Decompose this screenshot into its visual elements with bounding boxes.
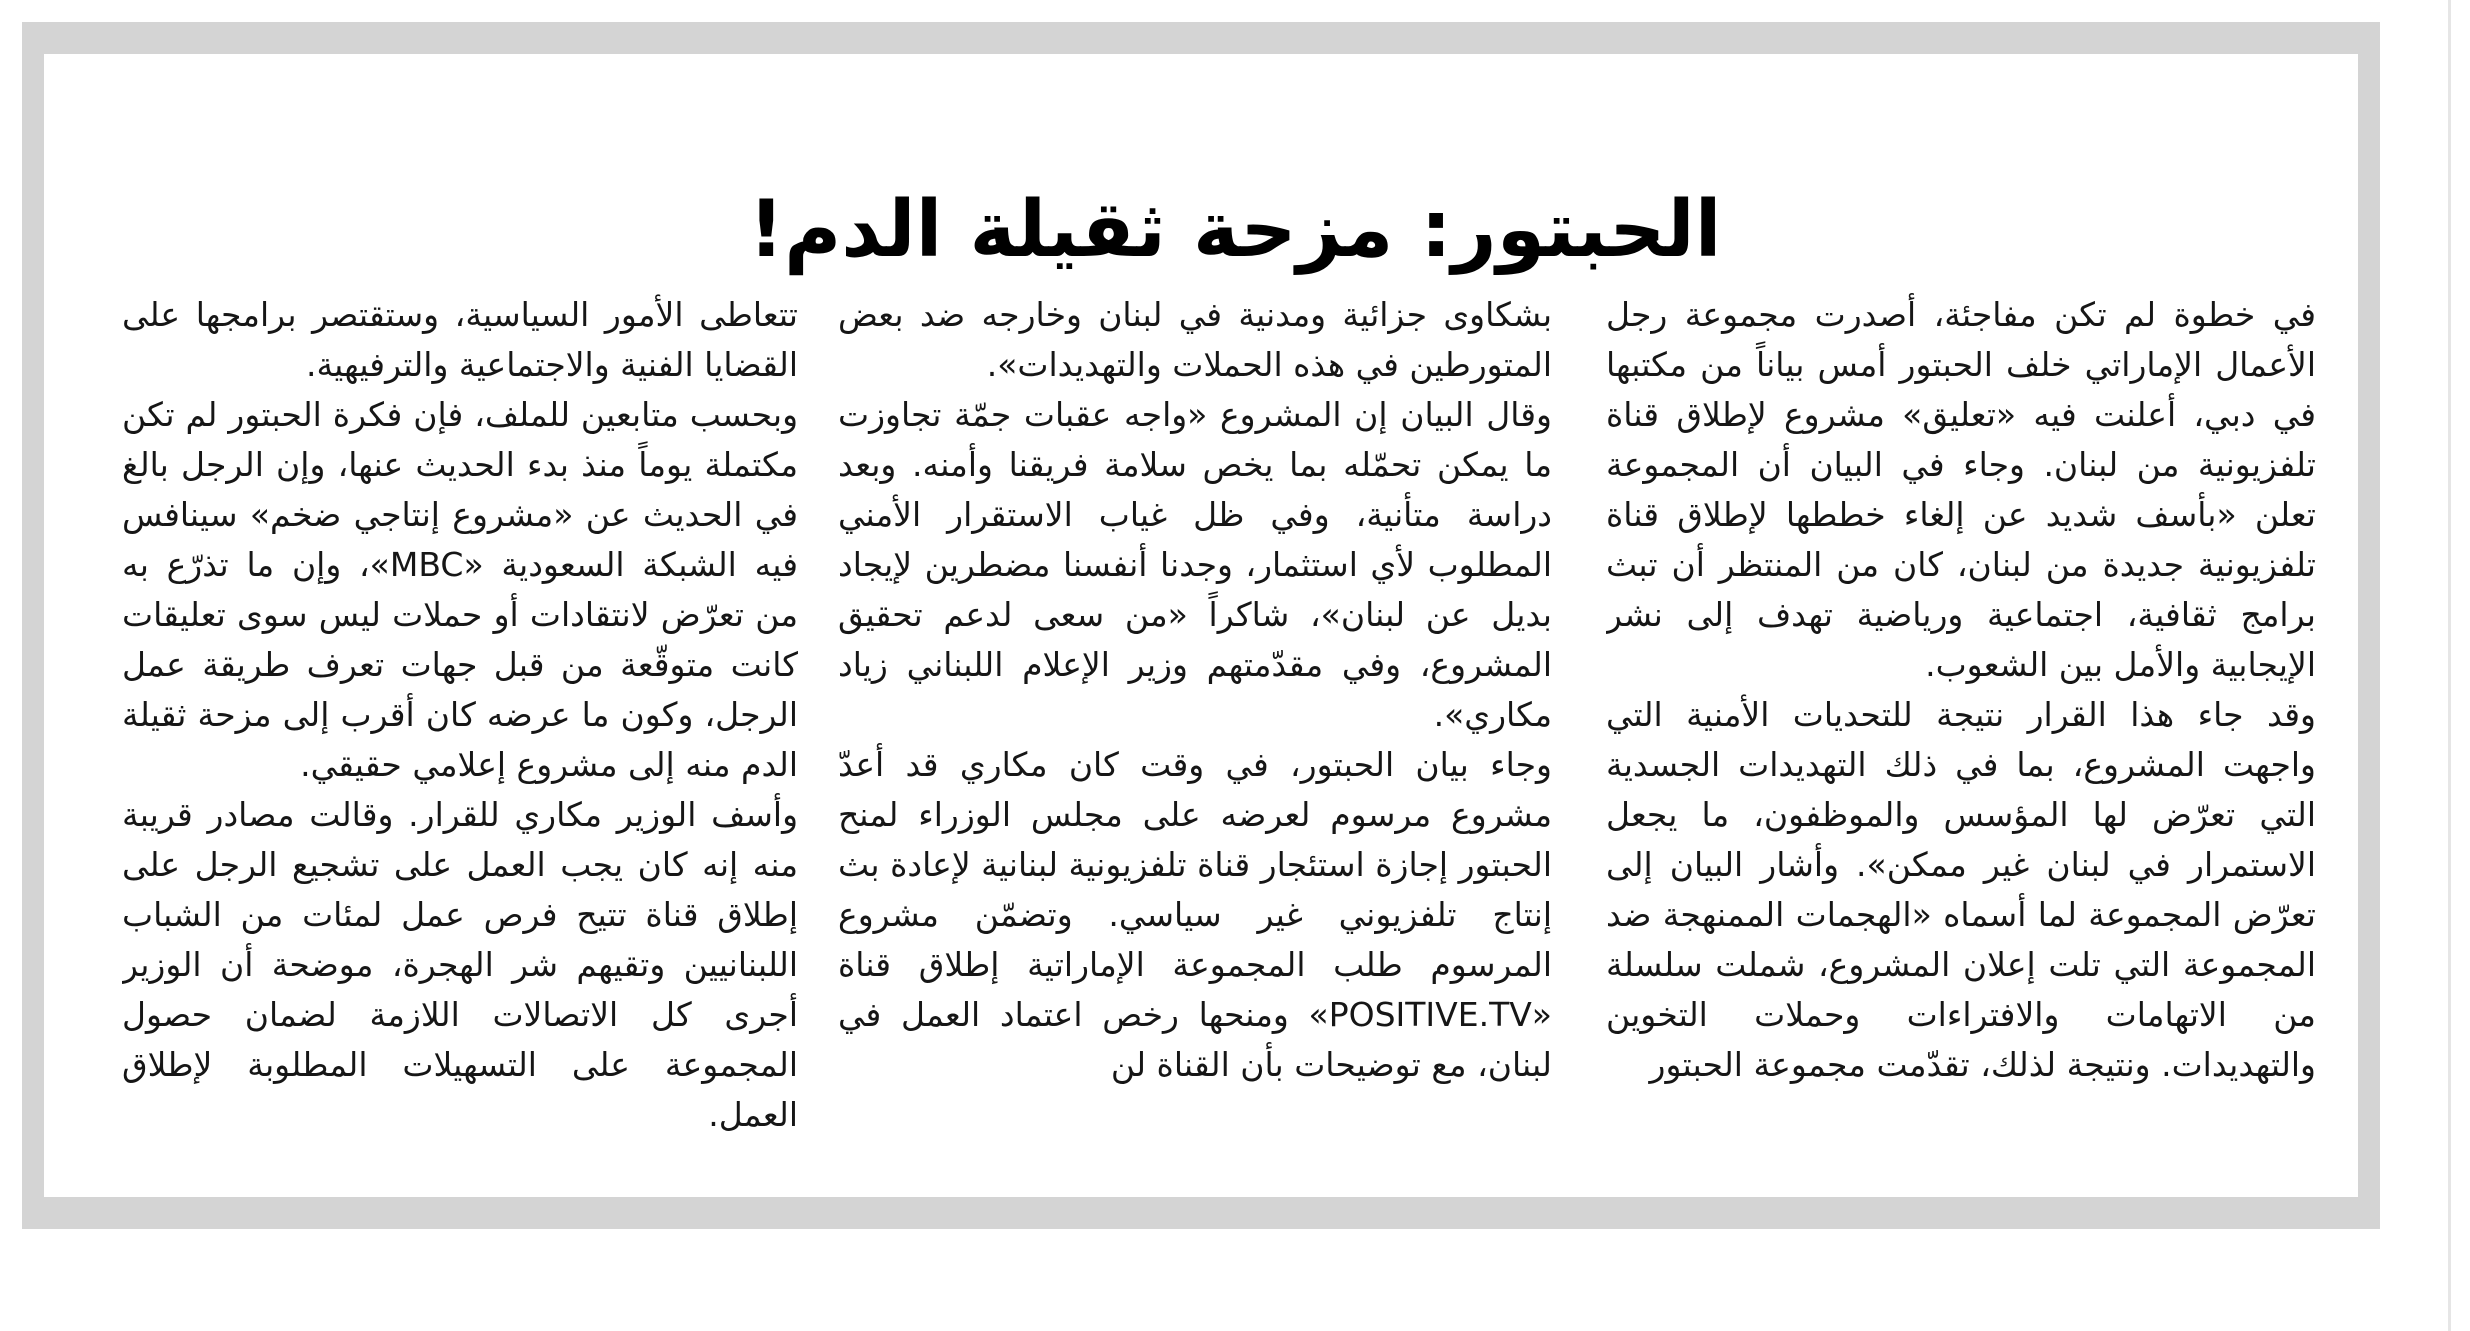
frame-top-bar <box>22 22 2380 54</box>
article-headline: الحبتور: مزحة ثقيلة الدم! <box>748 185 1722 276</box>
article-paragraph: وبحسب متابعين للملف، فإن فكرة الحبتور لم تكن مكتملة يوماً منذ بدء الحديث عنها، وإن الرجل بالغ في الحديث عن «مشروع إنتاجي ضخم» سينافس فيه الشبكة السعودية «MBC»، وإن ما تذرّع به من تعرّض لانتقادات أو حملات ليس سوى تعليقات كانت متوقّعة من قبل جهات تعرف طريقة عمل الرجل، وكون ما عرضه كان أقرب إلى مزحة ثقيلة الدم منه إلى مشروع إعلامي حقيقي. <box>122 395 798 784</box>
article-paragraph: في خطوة لم تكن مفاجئة، أصدرت مجموعة رجل الأعمال الإماراتي خلف الحبتور أمس بياناً من مكتبها في دبي، أعلنت فيه «تعليق» مشروع لإطلاق قناة تلفزيونية من لبنان. وجاء في البيان أن المجموعة تعلن «بأسف شديد عن إلغاء خططها لإطلاق قناة تلفزيونية جديدة من لبنان، كان من المنتظر أن تبث برامج ثقافية، اجتماعية ورياضية تهدف إلى نشر الإيجابية والأمل بين الشعوب. <box>1606 295 2316 684</box>
frame-bottom-bar <box>22 1197 2380 1229</box>
article-column-left <box>122 290 798 1150</box>
article-column-right <box>1606 290 2316 1150</box>
article-paragraph: بشكاوى جزائية ومدنية في لبنان وخارجه ضد بعض المتورطين في هذه الحملات والتهديدات». <box>838 295 1552 384</box>
article-paragraph: وقد جاء هذا القرار نتيجة للتحديات الأمنية التي واجهت المشروع، بما في ذلك التهديدات الجسدية التي تعرّض لها المؤسس والموظفون، ما يجعل الاستمرار في لبنان غير ممكن». وأشار البيان إلى تعرّض المجموعة لما أسماه «الهجمات الممنهجة ضد المجموعة التي تلت إعلان المشروع، شملت سلسلة من الاتهامات والافتراءات وحملات التخوين والتهديدات. ونتيجة لذلك، تقدّمت مجموعة الحبتور <box>1606 695 2316 1084</box>
article-paragraph: وجاء بيان الحبتور، في وقت كان مكاري قد أعدّ مشروع مرسوم لعرضه على مجلس الوزراء لمنح الحبتور إجازة استئجار قناة تلفزيونية لبنانية لإعادة بث إنتاج تلفزيوني غير سياسي. وتضمّن مشروع المرسوم طلب المجموعة الإماراتية إطلاق قناة «POSITIVE.TV» ومنحها رخص اعتماد العمل في لبنان، مع توضيحات بأن القناة لن <box>838 745 1552 1084</box>
article-paragraph: وأسف الوزير مكاري للقرار. وقالت مصادر قريبة منه إنه كان يجب العمل على تشجيع الرجل على إطلاق قناة تتيح فرص عمل لمئات من الشباب اللبنانيين وتقيهم شر الهجرة، موضحة أن الوزير أجرى كل الاتصالات اللازمة لضمان حصول المجموعة على التسهيلات المطلوبة لإطلاق العمل. <box>122 795 798 1134</box>
article-paragraph: وقال البيان إن المشروع «واجه عقبات جمّة تجاوزت ما يمكن تحمّله بما يخص سلامة فريقنا وأمنه. وبعد دراسة متأنية، وفي ظل غياب الاستقرار الأمني المطلوب لأي استثمار، وجدنا أنفسنا مضطرين لإيجاد بديل عن لبنان»، شاكراً «من سعى لدعم تحقيق المشروع، وفي مقدّمتهم وزير الإعلام اللبناني زياد مكاري». <box>838 395 1552 734</box>
article-paragraph: تتعاطى الأمور السياسية، وستقتصر برامجها على القضايا الفنية والاجتماعية والترفيهية. <box>122 295 798 384</box>
article-column-middle <box>838 290 1552 1150</box>
